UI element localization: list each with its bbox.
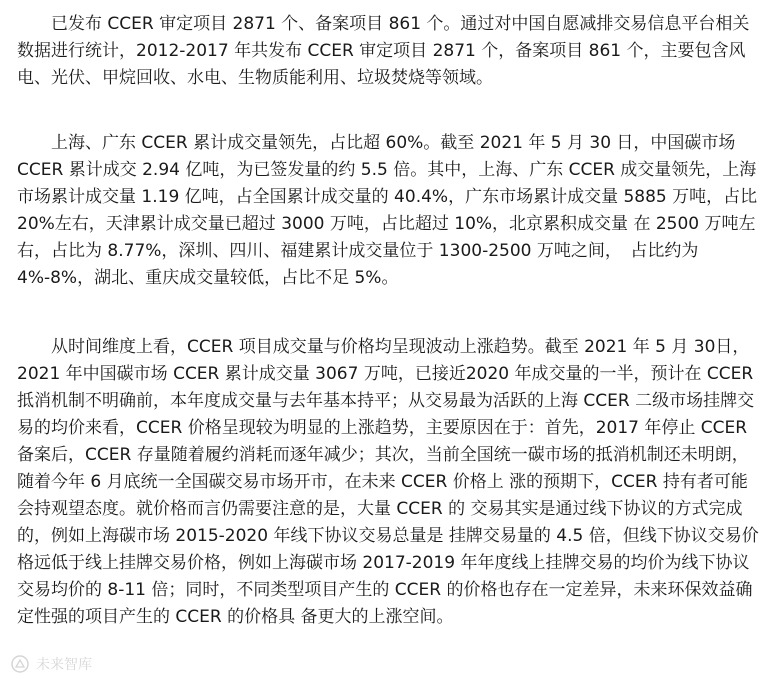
watermark-text: 未来智库 xyxy=(36,657,92,673)
watermark xyxy=(10,652,92,676)
paragraph-3-line-11: 定性强的项目产生的 CCER 的价格具 备更大的上涨空间。 xyxy=(17,607,454,627)
paragraph-2-line-4: 20%左右，天津累计成交量已超过 3000 万吨，占比超过 10%，北京累积成交量 在 2500 万吨左 xyxy=(17,214,756,234)
paragraph-2-line-3: 市场累计成交量 1.19 亿吨，占全国累计成交量的 40.4%，广东市场累计成交量 5885 万吨，占比 xyxy=(17,187,758,207)
paragraph-3-line-7: 会持观望态度。就价格而言仍需要注意的是，大量 CCER 的 交易其实是通过线下协议的方式完成 xyxy=(17,499,743,519)
paragraph-2-line-5: 右，占比为 8.77%，深圳、四川、福建累计成交量位于 1300-2500 万吨之间， 占比约为 xyxy=(17,241,699,261)
paragraph-3-line-9: 格远低于线上挂牌交易价格，例如上海碳市场 2017-2019 年年度线上挂牌交易的均价为线下协议 xyxy=(17,553,750,573)
paragraph-3-line-10: 交易均价的 8-11 倍；同时，不同类型项目产生的 CCER 的价格也存在一定差异，未来环保效益确 xyxy=(17,580,753,600)
paragraph-3-line-2: 2021 年中国碳市场 CCER 累计成交量 3067 万吨，已接近2020 年成交量的一半，预计在 CCER xyxy=(17,364,754,384)
paragraph-1-line-1: 已发布 CCER 审定项目 2871 个、备案项目 861 个。通过对中国自愿减排交易信息平台相关 xyxy=(17,14,750,34)
watermark-logo-icon xyxy=(10,654,30,674)
paragraph-3 xyxy=(17,334,759,631)
paragraph-1-line-2: 数据进行统计，2012-2017 年共发布 CCER 审定项目 2871 个，备案项目 861 个，主要包含风 xyxy=(17,41,746,61)
paragraph-3-line-1: 从时间维度上看，CCER 项目成交量与价格均呈现波动上涨趋势。截至 2021 年 5 月 30日， xyxy=(17,337,750,357)
paragraph-1-line-3: 电、光伏、甲烷回收、水电、生物质能利用、垃圾焚烧等领域。 xyxy=(17,68,493,88)
paragraph-3-line-6: 随着今年 6 月底统一全国碳交易市场开市，在未来 CCER 价格上 涨的预期下，CCER 持有者可能 xyxy=(17,472,748,492)
paragraph-2-line-1: 上海、广东 CCER 累计成交量领先，占比超 60%。截至 2021 年 5 月 30 日，中国碳市场 xyxy=(17,133,736,153)
paragraph-1 xyxy=(17,11,749,92)
paragraph-2-line-2: CCER 累计成交 2.94 亿吨，为已签发量的约 5.5 倍。其中，上海、广东 CCER 成交量领先，上海 xyxy=(17,160,757,180)
paragraph-2 xyxy=(17,130,757,292)
paragraph-3-line-5: 备案后，CCER 存量随着履约消耗而逐年减少；其次，当前全国统一碳市场的抵消机制还未明朗， xyxy=(17,445,749,465)
paragraph-3-line-8: 的，例如上海碳市场 2015-2020 年线下协议交易总量是 挂牌交易量的 4.5 倍，但线下协议交易价 xyxy=(17,526,759,546)
paragraph-2-line-6: 4%-8%，湖北、重庆成交量较低，占比不足 5%。 xyxy=(17,268,399,288)
paragraph-3-line-4: 易的均价来看，CCER 价格呈现较为明显的上涨趋势，主要原因在于：首先，2017 年停止 CCER xyxy=(17,418,748,438)
paragraph-3-line-3: 抵消机制不明确前，本年度成交量与去年基本持平；从交易最为活跃的上海 CCER 二级市场挂牌交 xyxy=(17,391,755,411)
